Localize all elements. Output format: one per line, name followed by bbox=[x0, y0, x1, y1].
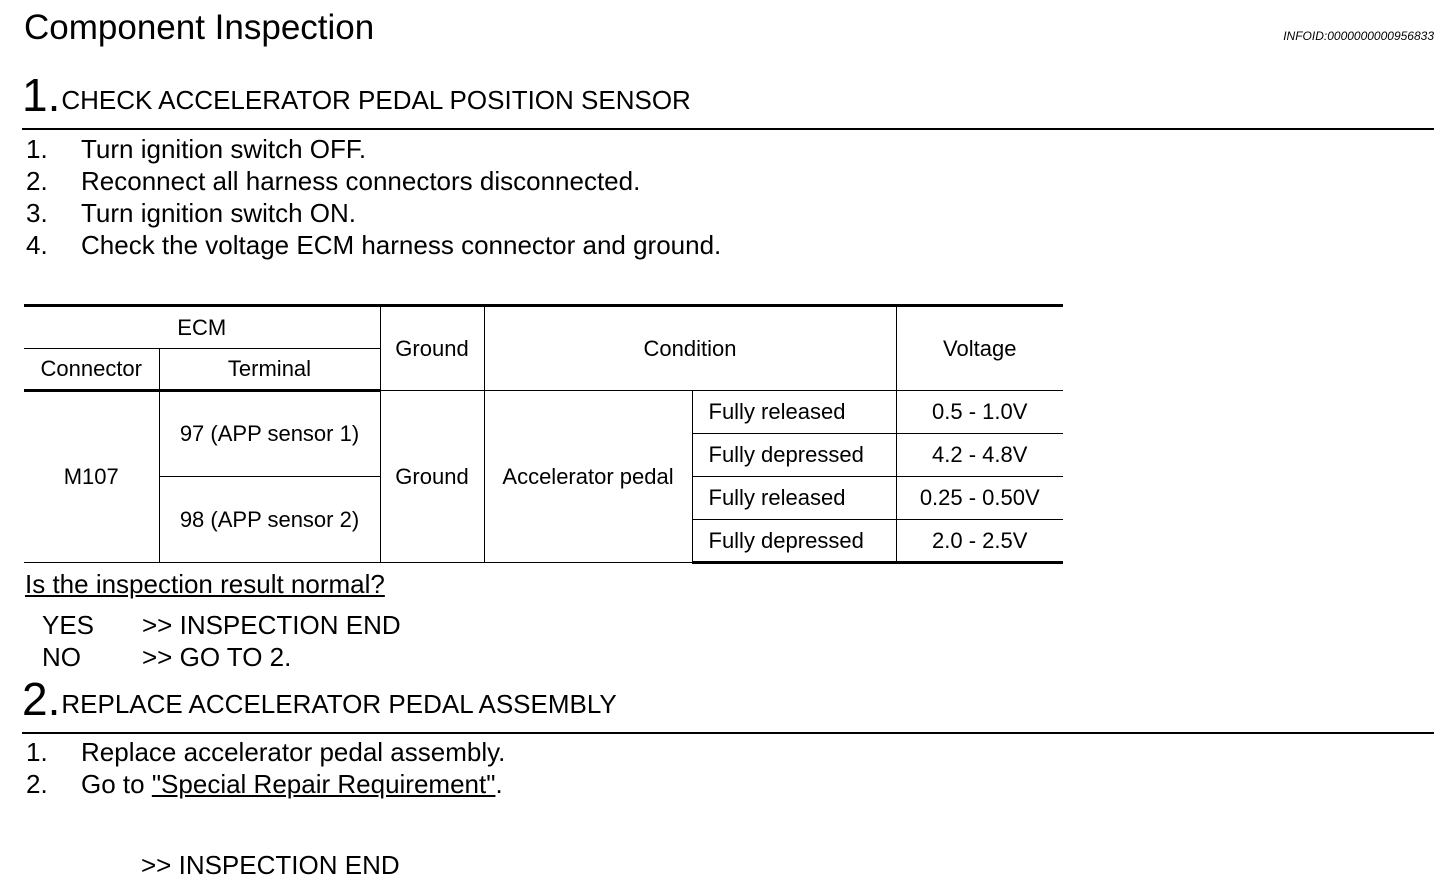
header-terminal: Terminal bbox=[159, 349, 380, 391]
step-1-heading bbox=[22, 69, 691, 121]
cell-condition-state: Fully depressed bbox=[692, 520, 896, 563]
header-ecm: ECM bbox=[24, 306, 380, 349]
voltage-spec-table bbox=[24, 304, 1063, 564]
step-2-number: 2. bbox=[22, 673, 61, 725]
step-2-instructions bbox=[26, 736, 505, 800]
step-2-heading bbox=[22, 673, 617, 725]
cell-voltage: 4.2 - 4.8V bbox=[896, 434, 1063, 477]
info-id: INFOID:0000000000956833 bbox=[1283, 29, 1434, 43]
cell-terminal: 97 (APP sensor 1) bbox=[159, 391, 380, 477]
answer-no-action: >> GO TO 2. bbox=[142, 642, 292, 672]
list-item: 1. Replace accelerator pedal assembly. bbox=[26, 737, 506, 767]
cell-terminal: 98 (APP sensor 2) bbox=[159, 477, 380, 563]
cell-voltage: 0.5 - 1.0V bbox=[896, 391, 1063, 434]
inspection-end: >> INSPECTION END bbox=[141, 850, 400, 880]
cell-ground: Ground bbox=[380, 391, 484, 563]
header-condition: Condition bbox=[484, 306, 896, 391]
cell-condition-state: Fully released bbox=[692, 391, 896, 434]
answer-yes bbox=[42, 610, 401, 640]
table-row bbox=[24, 391, 1063, 434]
answer-yes-label: YES bbox=[42, 610, 95, 640]
step-2-divider bbox=[22, 732, 1434, 734]
special-repair-requirement-link[interactable]: "Special Repair Requirement" bbox=[151, 769, 496, 799]
cell-voltage: 0.25 - 0.50V bbox=[896, 477, 1063, 520]
header-connector: Connector bbox=[24, 349, 159, 391]
list-item: 2. Go to "Special Repair Requirement". bbox=[26, 769, 503, 799]
cell-connector: M107 bbox=[24, 391, 159, 563]
step-1-number: 1. bbox=[22, 69, 61, 121]
table-header-row bbox=[24, 306, 1063, 349]
result-question: Is the inspection result normal? bbox=[25, 569, 385, 599]
page-title: Component Inspection bbox=[24, 8, 375, 47]
answer-yes-action: >> INSPECTION END bbox=[142, 610, 401, 640]
cell-voltage: 2.0 - 2.5V bbox=[896, 520, 1063, 563]
list-item: 4. Check the voltage ECM harness connector and ground. bbox=[26, 230, 722, 260]
cell-condition-state: Fully released bbox=[692, 477, 896, 520]
list-item: 2. Reconnect all harness connectors disconnected. bbox=[26, 166, 641, 196]
header-ground: Ground bbox=[380, 306, 484, 391]
cell-condition-item: Accelerator pedal bbox=[484, 391, 692, 563]
list-item: 1. Turn ignition switch OFF. bbox=[26, 134, 367, 164]
header-voltage: Voltage bbox=[896, 306, 1063, 391]
answer-no bbox=[42, 642, 291, 672]
step-2-title: REPLACE ACCELERATOR PEDAL ASSEMBLY bbox=[61, 689, 617, 719]
step-1-title: CHECK ACCELERATOR PEDAL POSITION SENSOR bbox=[61, 85, 691, 115]
cell-condition-state: Fully depressed bbox=[692, 434, 896, 477]
step-1-divider bbox=[22, 128, 1434, 130]
list-item: 3. Turn ignition switch ON. bbox=[26, 198, 357, 228]
step-1-instructions bbox=[26, 133, 721, 261]
answer-no-label: NO bbox=[42, 642, 81, 672]
